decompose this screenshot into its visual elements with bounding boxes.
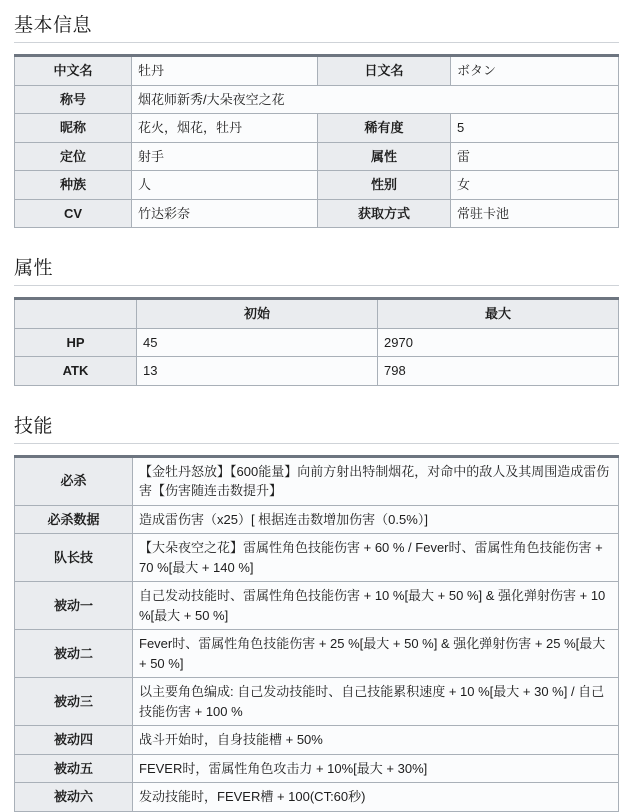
skill-label-passive-5: 被动五 [15, 754, 133, 783]
section-heading-skills: 技能 [14, 402, 619, 444]
table-row [15, 328, 619, 357]
section-heading-attributes: 属性 [14, 244, 619, 286]
skill-label-passive-1: 被动一 [15, 582, 133, 630]
info-value-chinese-name: 牡丹 [132, 56, 318, 86]
table-header-row [15, 299, 619, 329]
skill-text-passive-4: 战斗开始时，自身技能槽 + 50% [133, 726, 619, 755]
skill-text-ultimate: 【金牡丹怒放】【600能量】向前方射出特制烟花，对命中的敌人及其周围造成雷伤害【伤害随连击数提升】 [133, 456, 619, 505]
table-row [15, 505, 619, 534]
info-value-japanese-name: ボタン [451, 56, 619, 86]
table-row [15, 85, 619, 114]
attr-label-hp: HP [15, 328, 137, 357]
section-spacer [14, 232, 619, 244]
section-heading-basic-info: 基本信息 [14, 0, 619, 43]
skill-text-passive-6: 发动技能时，FEVER槽 + 100(CT:60秒) [133, 783, 619, 812]
table-row [15, 630, 619, 678]
skill-text-leader-skill: 【大朵夜空之花】雷属性角色技能伤害 + 60 % / Fever时、雷属性角色技能伤害 + 70 %[最大 + 140 %] [133, 534, 619, 582]
skill-label-ultimate: 必杀 [15, 456, 133, 505]
attr-column-header-max: 最大 [378, 299, 619, 329]
skill-label-passive-3: 被动三 [15, 678, 133, 726]
skill-label-passive-2: 被动二 [15, 630, 133, 678]
skill-label-passive-4: 被动四 [15, 726, 133, 755]
info-label-japanese-name: 日文名 [318, 56, 451, 86]
attr-column-header-blank [15, 299, 137, 329]
table-row [15, 678, 619, 726]
info-label-obtain-method: 获取方式 [318, 199, 451, 228]
skill-label-ultimate-data: 必杀数据 [15, 505, 133, 534]
table-row [15, 534, 619, 582]
info-value-title: 烟花师新秀/大朵夜空之花 [132, 85, 619, 114]
info-value-nickname: 花火，烟花，牡丹 [132, 114, 318, 143]
table-row [15, 114, 619, 143]
info-value-gender: 女 [451, 171, 619, 200]
info-value-cv: 竹达彩奈 [132, 199, 318, 228]
table-row [15, 726, 619, 755]
skill-text-passive-5: FEVER时，雷属性角色攻击力 + 10%[最大 + 30%] [133, 754, 619, 783]
table-row [15, 142, 619, 171]
info-value-element: 雷 [451, 142, 619, 171]
attributes-table [14, 297, 619, 386]
info-label-chinese-name: 中文名 [15, 56, 132, 86]
skill-text-passive-2: Fever时、雷属性角色技能伤害 + 25 %[最大 + 50 %] & 强化弹射伤害 + 25 %[最大 + 50 %] [133, 630, 619, 678]
info-label-nickname: 昵称 [15, 114, 132, 143]
table-row [15, 56, 619, 86]
table-row [15, 456, 619, 505]
table-row [15, 357, 619, 386]
table-row [15, 171, 619, 200]
skill-text-ultimate-data: 造成雷伤害（x25）[ 根据连击数增加伤害（0.5%）] [133, 505, 619, 534]
info-value-obtain-method: 常驻卡池 [451, 199, 619, 228]
info-label-gender: 性别 [318, 171, 451, 200]
attr-label-atk: ATK [15, 357, 137, 386]
info-label-rarity: 稀有度 [318, 114, 451, 143]
attr-atk-max: 798 [378, 357, 619, 386]
table-row [15, 783, 619, 812]
attr-atk-initial: 13 [137, 357, 378, 386]
info-label-cv: CV [15, 199, 132, 228]
attr-column-header-initial: 初始 [137, 299, 378, 329]
table-row [15, 199, 619, 228]
table-row [15, 582, 619, 630]
section-spacer [14, 390, 619, 402]
info-value-role: 射手 [132, 142, 318, 171]
skill-label-passive-6: 被动六 [15, 783, 133, 812]
info-label-role: 定位 [15, 142, 132, 171]
basic-info-table [14, 54, 619, 228]
info-value-rarity: 5 [451, 114, 619, 143]
skill-label-leader-skill: 队长技 [15, 534, 133, 582]
table-row [15, 754, 619, 783]
attr-hp-initial: 45 [137, 328, 378, 357]
info-label-title: 称号 [15, 85, 132, 114]
skills-table [14, 455, 619, 812]
info-label-element: 属性 [318, 142, 451, 171]
attr-hp-max: 2970 [378, 328, 619, 357]
skill-text-passive-1: 自己发动技能时、雷属性角色技能伤害 + 10 %[最大 + 50 %] & 强化弹射伤害 + 10 %[最大 + 50 %] [133, 582, 619, 630]
skill-text-passive-3: 以主要角色编成: 自己发动技能时、自己技能累积速度 + 10 %[最大 + 30 %] / 自己技能伤害 + 100 % [133, 678, 619, 726]
info-value-race: 人 [132, 171, 318, 200]
info-label-race: 种族 [15, 171, 132, 200]
